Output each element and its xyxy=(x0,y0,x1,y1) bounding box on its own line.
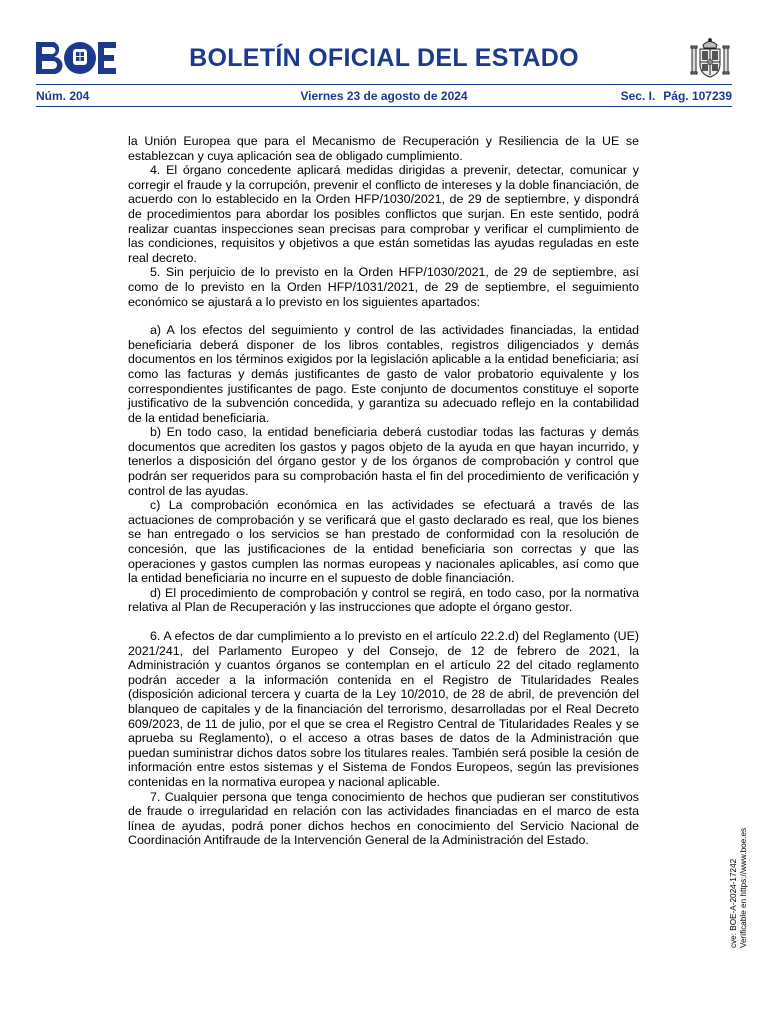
paragraph: la Unión Europea que para el Mecanismo de Recuperación y Resiliencia de la UE se establezcan y cuya aplicación sea de obligado cumplimiento. xyxy=(128,134,639,163)
verify-link[interactable]: Verificable en https://www.boe.es xyxy=(739,827,748,948)
paragraph: d) El procedimiento de comprobación y control se regirá, en todo caso, por la normativa relativa al Plan de Recuperación y las instrucciones que adopte el órgano gestor. xyxy=(128,585,639,615)
boe-logo-icon xyxy=(36,42,116,74)
paragraph: 4. El órgano concedente aplicará medidas dirigidas a prevenir, detectar, comunicar y corregir el fraude y la corrupción, prevenir el conflicto de intereses y la doble financiación, de acuerdo con lo establecido en la Orden HFP/1030/2021, de 29 de septiembre, y dispondrá de procedimientos para abordar los posibles conflictos que surjan. En este sentido, podrá realizar cuantas inspecciones sean precisas para comprobar y verificar el cumplimiento de las condiciones, requisitos y objetivos a que están sometidas las ayudas reguladas en este real decreto. xyxy=(128,163,639,265)
header-rule-top xyxy=(36,84,732,85)
cve-code: cve: BOE-A-2024-17242 xyxy=(729,858,738,948)
paragraph: 7. Cualquier persona que tenga conocimiento de hechos que pudieran ser constitutivos de fraude o irregularidad en relación con las actividades financiadas en el marco de esta línea de ayudas, podrá poner dichos hechos en conocimiento del Servicio Nacional de Coordinación Antifraude de la Intervención General de la Administración del Estado. xyxy=(128,789,639,848)
verification-sidebar xyxy=(729,808,749,948)
section-label: Sec. I. xyxy=(620,89,656,103)
section-page xyxy=(621,89,732,103)
page-number: Pág. 107239 xyxy=(663,89,732,103)
document-body xyxy=(128,134,639,848)
paragraph: a) A los efectos del seguimiento y control de las actividades financiadas, la entidad beneficiaria deberá disponer de los libros contables, registros diligenciados y demás documentos en los términos exigidos por la legislación aplicable a la entidad beneficiaria; así como las facturas y demás justificantes de gasto de valor probatorio equivalente y los correspondientes justificantes de pago. Este conjunto de documentos constituye el soporte justificativo de la subvención concedida, y garantiza su adecuado reflejo en la contabilidad de la entidad beneficiaria. xyxy=(128,323,639,425)
coat-of-arms-icon xyxy=(688,36,732,80)
publication-title: BOLETÍN OFICIAL DEL ESTADO xyxy=(189,44,579,72)
paragraph: 6. A efectos de dar cumplimiento a lo previsto en el artículo 22.2.d) del Reglamento (UE) 2021/241, del Parlamento Europeo y del Consejo, de 12 de febrero de 2021, la Administración y cuantos órganos se contemplan en el artículo 22 del citado reglamento podrán acceder a la información contenida en el Registro de Titularidades Reales (disposición adicional tercera y cuarta de la Ley 10/2010, de 28 de abril, de prevención del blanqueo de capitales y de la financiación del terrorismo, desarrolladas por el Real Decreto 609/2023, de 11 de julio, por el que se crea el Registro Central de Titularidades Reales y se aprueba su Reglamento), o el acceso a otras bases de datos de la Administración que puedan suministrar dichos datos sobre los titulares reales. También será posible la cesión de información entre estos sistemas y el Sistema de Fondos Europeos, según las previsiones contenidas en la normativa europea y nacional aplicable. xyxy=(128,629,639,789)
issue-number: Núm. 204 xyxy=(36,89,90,103)
paragraph: c) La comprobación económica en las actividades se efectuará a través de las actuaciones de comprobación y se verificará que el gasto declarado es real, que los bienes se han entregado o los servicios se han prestado de conformidad con la resolución de concesión, que las justificaciones de la entidad beneficiaria son correctas y que las operaciones y gastos cumplen las normas europeas y nacionales aplicables, así como que la entidad beneficiaria no incurre en el supuesto de doble financiación. xyxy=(128,498,639,586)
header-rule-bottom xyxy=(36,106,732,107)
paragraph: b) En todo caso, la entidad beneficiaria deberá custodiar todas las facturas y demás documentos que acrediten los gastos y pagos objeto de la ayuda en que hayan incurrido, y tenerlos a disposición del órgano gestor y de los órganos de comprobación y control que podrán ser requeridos para su comprobación hasta el fin del procedimiento de verificación y control de las ayudas. xyxy=(128,425,639,498)
issue-date: Viernes 23 de agosto de 2024 xyxy=(300,89,468,103)
paragraph: 5. Sin perjuicio de lo previsto en la Orden HFP/1030/2021, de 29 de septiembre, así como de lo previsto en la Orden HFP/1031/2021, de 29 de septiembre, el seguimiento económico se ajustará a lo previsto en los siguientes apartados: xyxy=(128,265,639,309)
